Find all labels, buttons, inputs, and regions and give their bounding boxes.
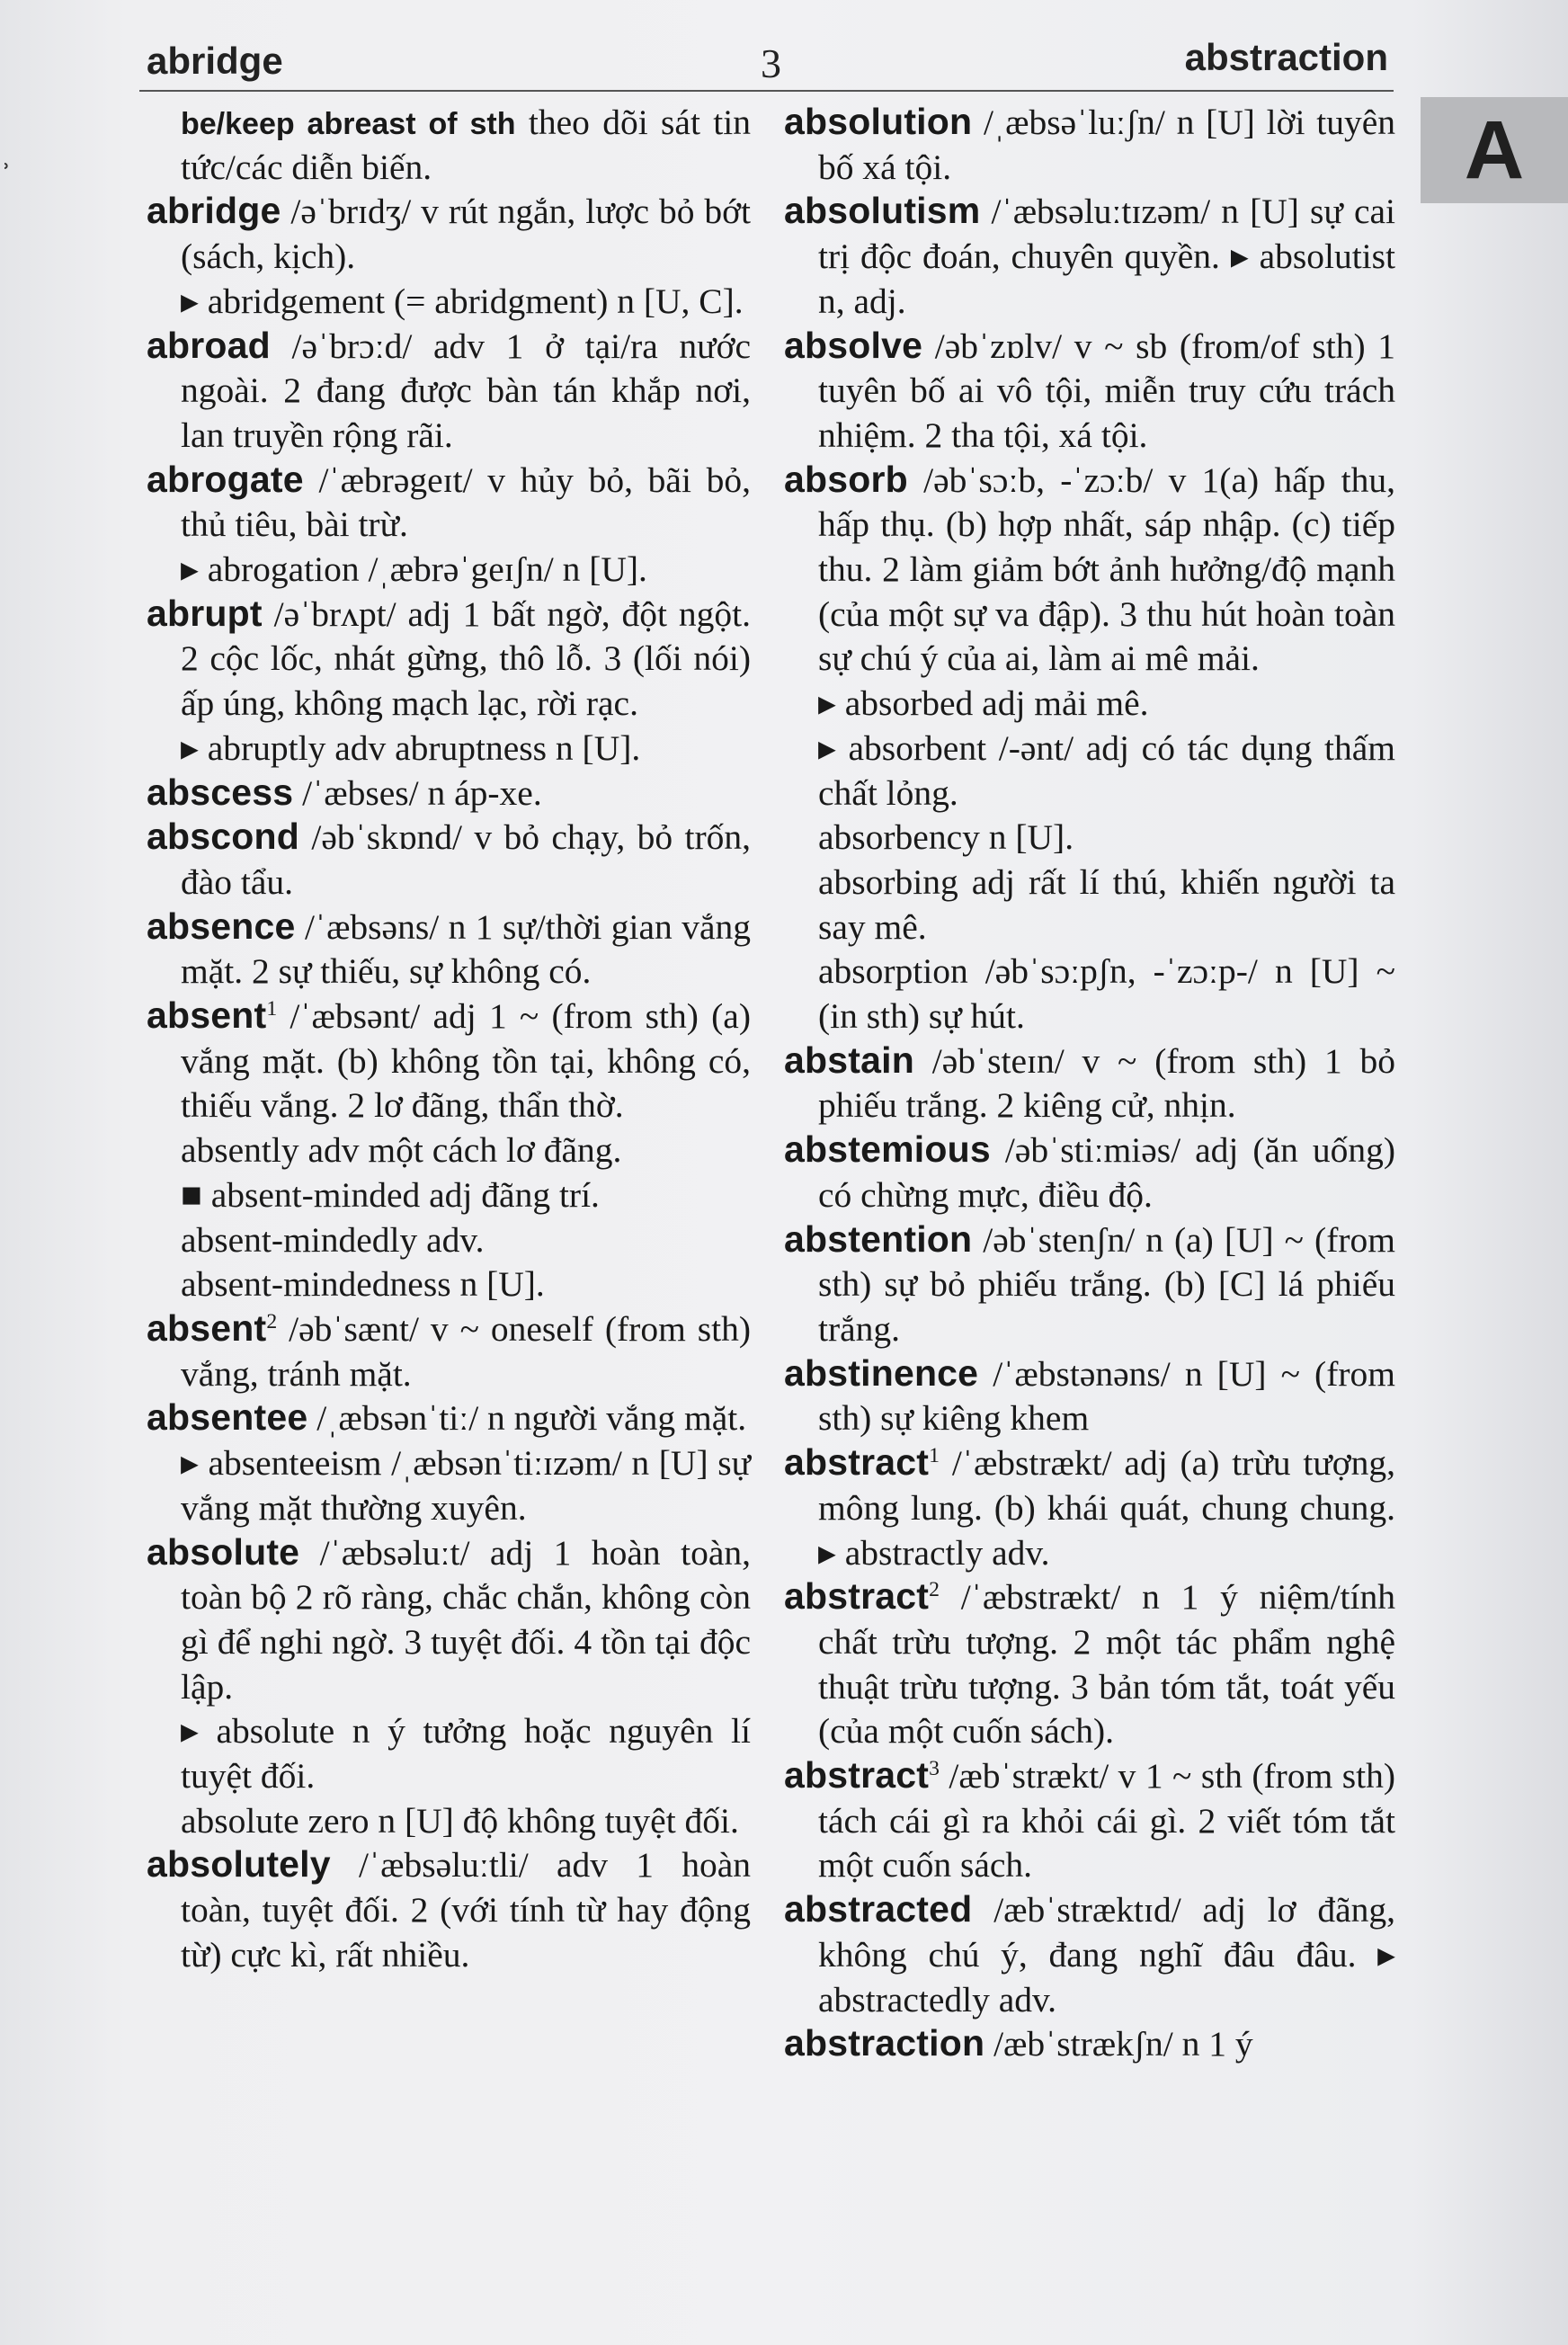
entry-abridge: abridge /əˈbrɪdʒ/ v rút ngắn, lược bỏ bớt (sách, kịch).: [147, 190, 751, 277]
headword: absolve: [784, 324, 923, 366]
subentry: absolute zero n [U] độ không tuyệt đối.: [181, 1800, 739, 1841]
right-column: [784, 101, 1395, 2067]
headword: absorb: [784, 458, 908, 500]
subentry: ■ absent-minded adj đãng trí.: [181, 1174, 600, 1215]
headword: abstract: [784, 1754, 930, 1797]
entry-abstracted: abstracted /æbˈstræktɪd/ adj lơ đãng, không chú ý, đang nghĩ đâu đâu. ▸ abstractedly adv.: [784, 1888, 1395, 2020]
entry-abroad: abroad /əˈbrɔːd/ adv 1 ở tại/ra nước ngoài. 2 đang được bàn tán khắp nơi, lan truyền rộng rãi.: [147, 324, 751, 455]
headword: absent: [147, 994, 267, 1037]
subentry: absently adv một cách lơ đãng.: [181, 1130, 622, 1171]
entry-absolutism: absolutism /ˈæbsəluːtɪzəm/ n [U] sự cai trị độc đoán, chuyên quyền. ▸ absolutist n, adj.: [784, 190, 1395, 321]
subentry: absent-mindedly adv.: [181, 1219, 485, 1260]
left-column: [147, 101, 751, 1978]
entry-idiom: be/keep abreast of sth theo dõi sát tin tức/các diễn biến.: [181, 103, 751, 187]
subentry: ▸ abridgement (= abridgment) n [U, C].: [181, 281, 744, 321]
entry-absolve: absolve /əbˈzɒlv/ v ~ sb (from/of sth) 1 tuyên bố ai vô tội, miễn truy cứu trách nhiệm. 2 tha tội, xá tội.: [784, 324, 1395, 455]
headword: abstain: [784, 1039, 914, 1081]
headword: absolutely: [147, 1843, 331, 1886]
headword: absent: [147, 1306, 267, 1349]
entry-absent-2: absent$^2$ /əbˈsænt/ v ~ oneself (from sth) vắng, tránh mặt.: [147, 1306, 751, 1394]
headword: abstract: [784, 1575, 930, 1618]
header-rule: [139, 90, 1394, 92]
subentry: ▸ absenteeism /ˌæbsənˈtiːɪzəm/ n [U] sự vắng mặt thường xuyên.: [181, 1443, 751, 1528]
guide-word-left: abridge: [147, 40, 283, 82]
entry-abstract-1: abstract$^1$ /ˈæbstrækt/ adj (a) trừu tượng, mông lung. (b) khái quát, chung chung. ▸ abstractly adv.: [784, 1441, 1395, 1573]
subentry: ▸ absorbent /-ənt/ adj có tác dụng thấm chất lỏng.: [818, 727, 1395, 813]
headword: abstracted: [784, 1888, 973, 1930]
subentry: absorbency n [U].: [818, 817, 1074, 858]
entry-abstemious: abstemious /əbˈstiːmiəs/ adj (ăn uống) có chừng mực, điều độ.: [784, 1128, 1395, 1215]
subentry: ▸ absorbed adj mải mê.: [818, 683, 1149, 724]
page-number: 3: [761, 40, 781, 86]
subentry: ▸ abrogation /ˌæbrəˈgeɪʃn/ n [U].: [181, 549, 647, 590]
headword: abrogate: [147, 458, 304, 500]
headword: abroad: [147, 324, 271, 366]
subentry: absorption /əbˈsɔːpʃn, -ˈzɔːp-/ n [U] ~ (in sth) sự hút.: [818, 951, 1395, 1037]
subentry: absent-mindedness n [U].: [181, 1264, 545, 1305]
headword: absolution: [784, 101, 973, 142]
entry-absence: absence /ˈæbsəns/ n 1 sự/thời gian vắng mặt. 2 sự thiếu, sự không có.: [147, 905, 751, 992]
entry-abstraction: abstraction /æbˈstrækʃn/ n 1 ý: [784, 2022, 1253, 2064]
entry-absorb: absorb /əbˈsɔːb, -ˈzɔːb/ v 1(a) hấp thu, hấp thụ. (b) hợp nhất, sáp nhập. (c) tiếp thu. 2 làm giảm bớt ảnh hưởng/độ mạnh (của một sự va đập). 3 thu hút hoàn toàn sự chú ý của ai, làm ai mê mải.: [784, 458, 1395, 679]
entry-absent-1: absent$^1$ /ˈæbsənt/ adj 1 ~ (from sth) (a) vắng mặt. (b) không tồn tại, không có, thiếu vắng. 2 lơ đãng, thẩn thờ.: [147, 994, 751, 1126]
entry-abrupt: abrupt /əˈbrʌpt/ adj 1 bất ngờ, đột ngột. 2 cộc lốc, nhát gừng, thô lỗ. 3 (lối nói) ấp úng, không mạch lạc, rời rạc.: [147, 592, 751, 724]
margin-mark: ˒: [2, 155, 11, 182]
entry-abscond: abscond /əbˈskɒnd/ v bỏ chạy, bỏ trốn, đào tẩu.: [147, 816, 751, 902]
entry-abrogate: abrogate /ˈæbrəgeɪt/ v hủy bỏ, bãi bỏ, thủ tiêu, bài trừ.: [147, 458, 751, 545]
headword: abstention: [784, 1217, 973, 1260]
headword: absolutism: [784, 190, 981, 232]
headword: abstinence: [784, 1351, 979, 1394]
entry-abstract-2: abstract$^2$ /ˈæbstrækt/ n 1 ý niệm/tính chất trừu tượng. 2 một tác phẩm nghệ thuật trừu tượng. 3 bản tóm tắt, toát yếu (của một cuốn sách).: [784, 1575, 1395, 1752]
entry-abstain: abstain /əbˈsteɪn/ v ~ (from sth) 1 bỏ phiếu trắng. 2 kiêng cử, nhịn.: [784, 1039, 1395, 1126]
headword: abstract: [784, 1441, 930, 1484]
entry-absolution: absolution /ˌæbsəˈluːʃn/ n [U] lời tuyên bố xá tội.: [784, 101, 1395, 187]
headword: abstemious: [784, 1128, 991, 1171]
subentry: ▸ abruptly adv abruptness n [U].: [181, 727, 641, 768]
headword: abscond: [147, 816, 299, 858]
entry-abscess: abscess /ˈæbses/ n áp-xe.: [147, 771, 542, 813]
subentry: absorbing adj rất lí thú, khiến người ta say mê.: [818, 861, 1395, 947]
headword: absence: [147, 905, 296, 947]
headword: abridge: [147, 190, 281, 232]
entry-abstinence: abstinence /ˈæbstənəns/ n [U] ~ (from sth) sự kiêng khem: [784, 1351, 1395, 1439]
thumb-index-tab: [1421, 97, 1568, 203]
headword: abstraction: [784, 2022, 985, 2064]
headword: abrupt: [147, 592, 263, 634]
entry-absolute: absolute /ˈæbsəluːt/ adj 1 hoàn toàn, toàn bộ 2 rõ ràng, chắc chắn, không còn gì để nghi ngờ. 3 tuyệt đối. 4 tồn tại độc lập.: [147, 1530, 751, 1707]
subentry: ▸ absolute n ý tưởng hoặc nguyên lí tuyệt đối.: [181, 1711, 751, 1797]
headword: abscess: [147, 771, 294, 813]
entry-abstract-3: abstract$^3$ /æbˈstrækt/ v 1 ~ sth (from sth) tách cái gì ra khỏi cái gì. 2 viết tóm tắt một cuốn sách.: [784, 1754, 1395, 1886]
thumb-letter: A: [1464, 103, 1525, 196]
entry-absolutely: absolutely /ˈæbsəluːtli/ adv 1 hoàn toàn, tuyệt đối. 2 (với tính từ hay động từ) cực kì, rất nhiều.: [147, 1843, 751, 1975]
guide-word-right: abstraction: [1184, 36, 1388, 78]
headword: absentee: [147, 1396, 308, 1439]
entry-absentee: absentee /ˌæbsənˈtiː/ n người vắng mặt.: [147, 1396, 747, 1439]
entry-abstention: abstention /əbˈstenʃn/ n (a) [U] ~ (from sth) sự bỏ phiếu trắng. (b) [C] lá phiếu trắng.: [784, 1217, 1395, 1349]
headword: absolute: [147, 1530, 300, 1573]
